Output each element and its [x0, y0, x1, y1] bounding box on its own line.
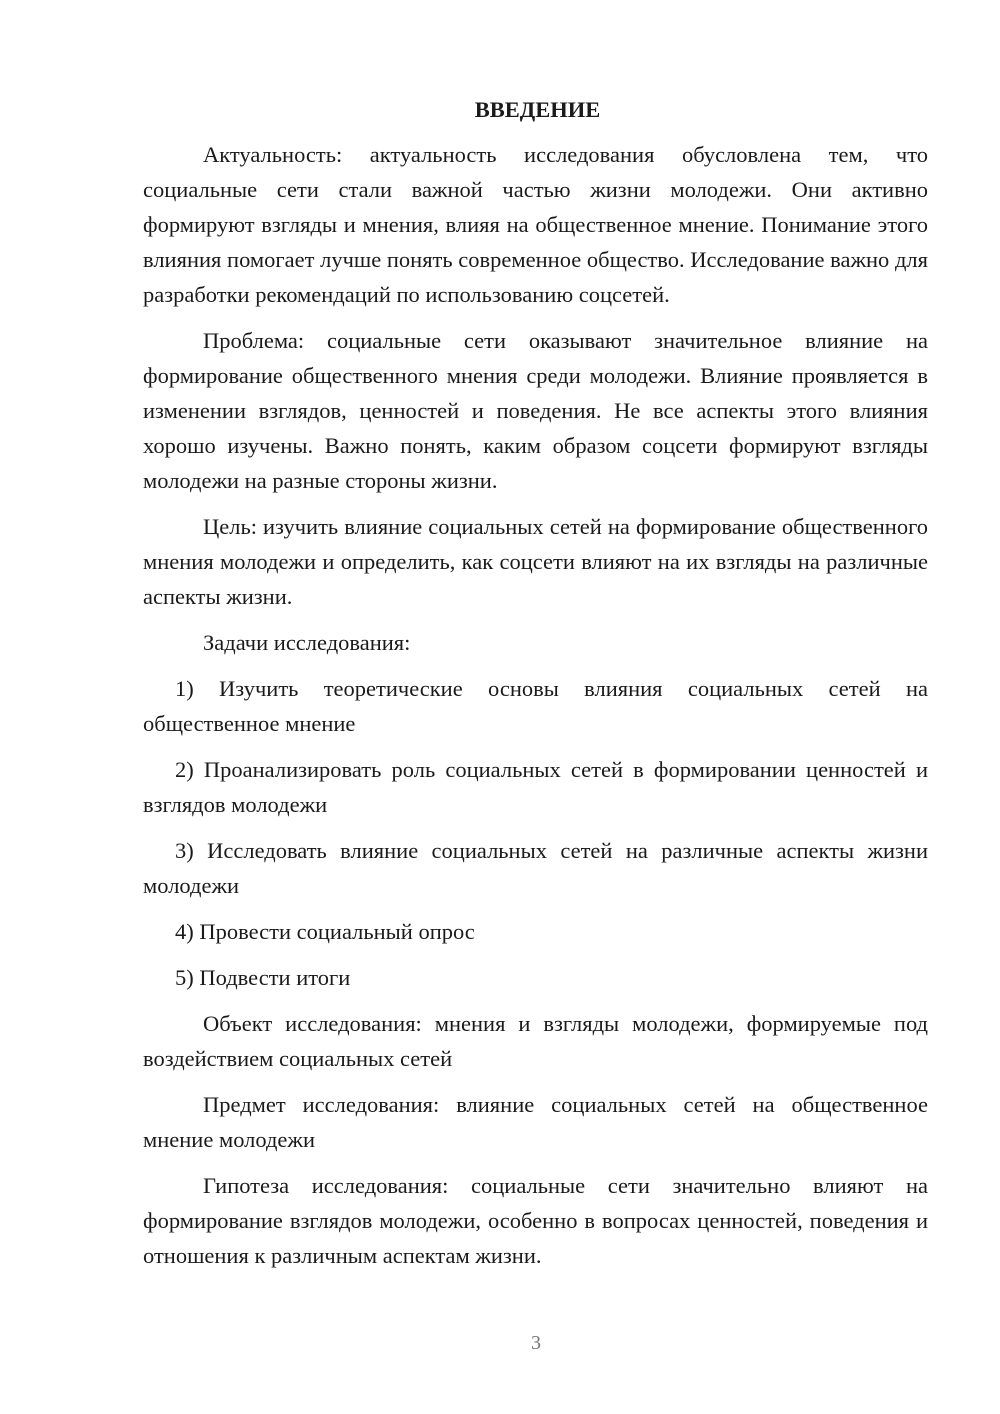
task-item: 2) Проанализировать роль социальных сетей в формировании ценностей и взглядов молодежи	[143, 757, 928, 817]
object-paragraph: Объект исследования: мнения и взгляды молодежи, формируемые под воздействием социальных сетей	[143, 1011, 928, 1071]
tasks-title: Задачи исследования:	[203, 630, 411, 655]
relevance-paragraph: Актуальность: актуальность исследования обусловлена тем, что социальные сети стали важной частью жизни молодежи. Они активно формируют взгляды и мнения, влияя на общественное мнение. Понимание этого влияния помогает лучше понять современное общество. Исследование важно для разработки рекомендаций по использованию соцсетей.	[143, 142, 928, 307]
task-item: 5) Подвести итоги	[175, 965, 351, 990]
hypothesis-paragraph: Гипотеза исследования: социальные сети значительно влияют на формирование взглядов молодежи, особенно в вопросах ценностей, поведения и отношения к различным аспектам жизни.	[143, 1173, 928, 1268]
goal-paragraph: Цель: изучить влияние социальных сетей на формирование общественного мнения молодежи и определить, как соцсети влияют на их взгляды на различные аспекты жизни.	[143, 514, 928, 609]
task-item: 3) Исследовать влияние социальных сетей на различные аспекты жизни молодежи	[143, 838, 928, 898]
section-heading: ВВЕДЕНИЕ	[474, 97, 601, 122]
page-number: 3	[531, 1332, 541, 1354]
problem-paragraph: Проблема: социальные сети оказывают значительное влияние на формирование общественного мнения среди молодежи. Влияние проявляется в изменении взглядов, ценностей и поведения. Не все аспекты этого влияния хорошо изучены. Важно понять, каким образом соцсети формируют взгляды молодежи на разные стороны жизни.	[143, 328, 928, 493]
task-item: 4) Провести социальный опрос	[175, 919, 475, 944]
page-content	[143, 92, 928, 1284]
subject-paragraph: Предмет исследования: влияние социальных сетей на общественное мнение молодежи	[143, 1092, 928, 1152]
task-item: 1) Изучить теоретические основы влияния социальных сетей на общественное мнение	[143, 676, 928, 736]
